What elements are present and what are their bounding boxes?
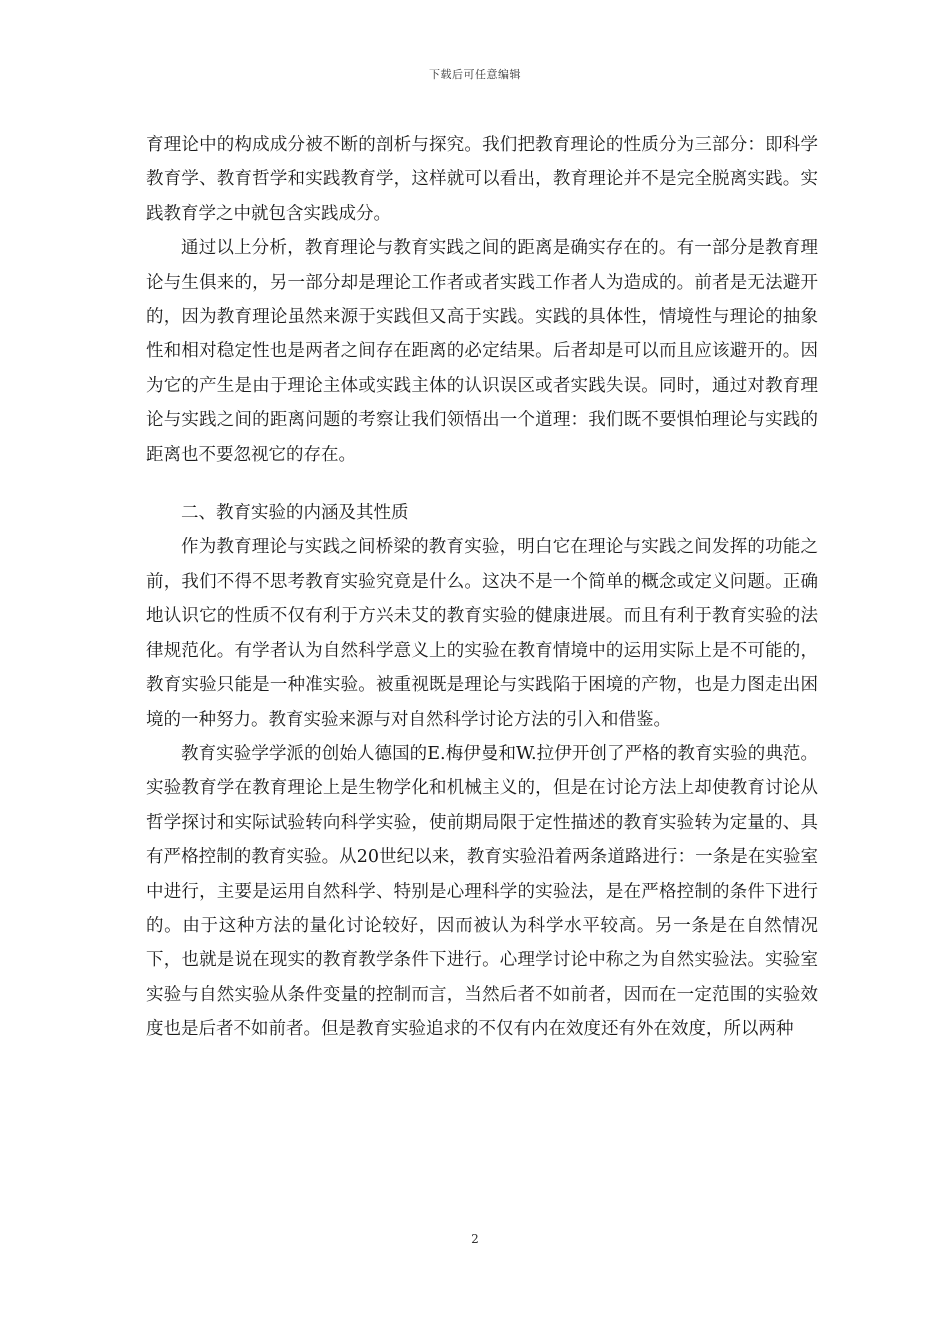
paragraph-analysis: 通过以上分析，教育理论与教育实践之间的距离是确实存在的。有一部分是教育理论与生俱来的，另一部分却是理论工作者或者实践工作者人为造成的。前者是无法避开的，因为教育理论虽然来源于实践但又高于实践。实践的具体性，情境性与理论的抽象性和相对稳定性也是两者之间存在距离的必定结果。后者却是可以而且应该避开的。因为它的产生是由于理论主体或实践主体的认识误区或者实践失误。同时，通过对教育理论与实践之间的距离问题的考察让我们领悟出一个道理：我们既不要惧怕理论与实践的距离也不要忽视它的存在。 (146, 238, 818, 465)
paragraph-experiment-definition: 作为教育理论与实践之间桥梁的教育实验，明白它在理论与实践之间发挥的功能之前，我们不得不思考教育实验究竟是什么。这决不是一个简单的概念或定义问题。正确地认识它的性质不仅有利于方兴未艾的教育实验的健康进展。而且有利于教育实验的法律规范化。有学者认为自然科学意义上的实验在教育情境中的运用实际上是不可能的，教育实验只能是一种准实验。被重视既是理论与实践陷于困境的产物，也是力图走出困境的一种努力。教育实验来源与对自然科学讨论方法的引入和借鉴。 (146, 537, 818, 730)
page-number: 2 (471, 1232, 479, 1246)
page-header: 下载后可任意编辑 (429, 68, 521, 81)
document-body (146, 128, 818, 1047)
section-heading: 二、教育实验的内涵及其性质 (181, 503, 409, 524)
paragraph-experiment-history: 教育实验学学派的创始人德国的E.梅伊曼和W.拉伊开创了严格的教育实验的典范。实验教育学在教育理论上是生物学化和机械主义的，但是在讨论方法上却使教育讨论从哲学探讨和实际试验转向科学实验，使前期局限于定性描述的教育实验转为定量的、具有严格控制的教育实验。从20世纪以来，教育实验沿着两条道路进行：一条是在实验室中进行，主要是运用自然科学、特别是心理科学的实验法，是在严格控制的条件下进行的。由于这种方法的量化讨论较好，因而被认为科学水平较高。另一条是在自然情况下，也就是说在现实的教育教学条件下进行。心理学讨论中称之为自然实验法。实验室实验与自然实验从条件变量的控制而言，当然后者不如前者，因而在一定范围的实验效度也是后者不如前者。但是教育实验追求的不仅有内在效度还有外在效度，所以两种 (146, 743, 818, 1040)
paragraph-continuation: 育理论中的构成成分被不断的剖析与探究。我们把教育理论的性质分为三部分：即科学教育学、教育哲学和实践教育学，这样就可以看出，教育理论并不是完全脱离实践。实践教育学之中就包含实践成分。 (146, 135, 818, 224)
